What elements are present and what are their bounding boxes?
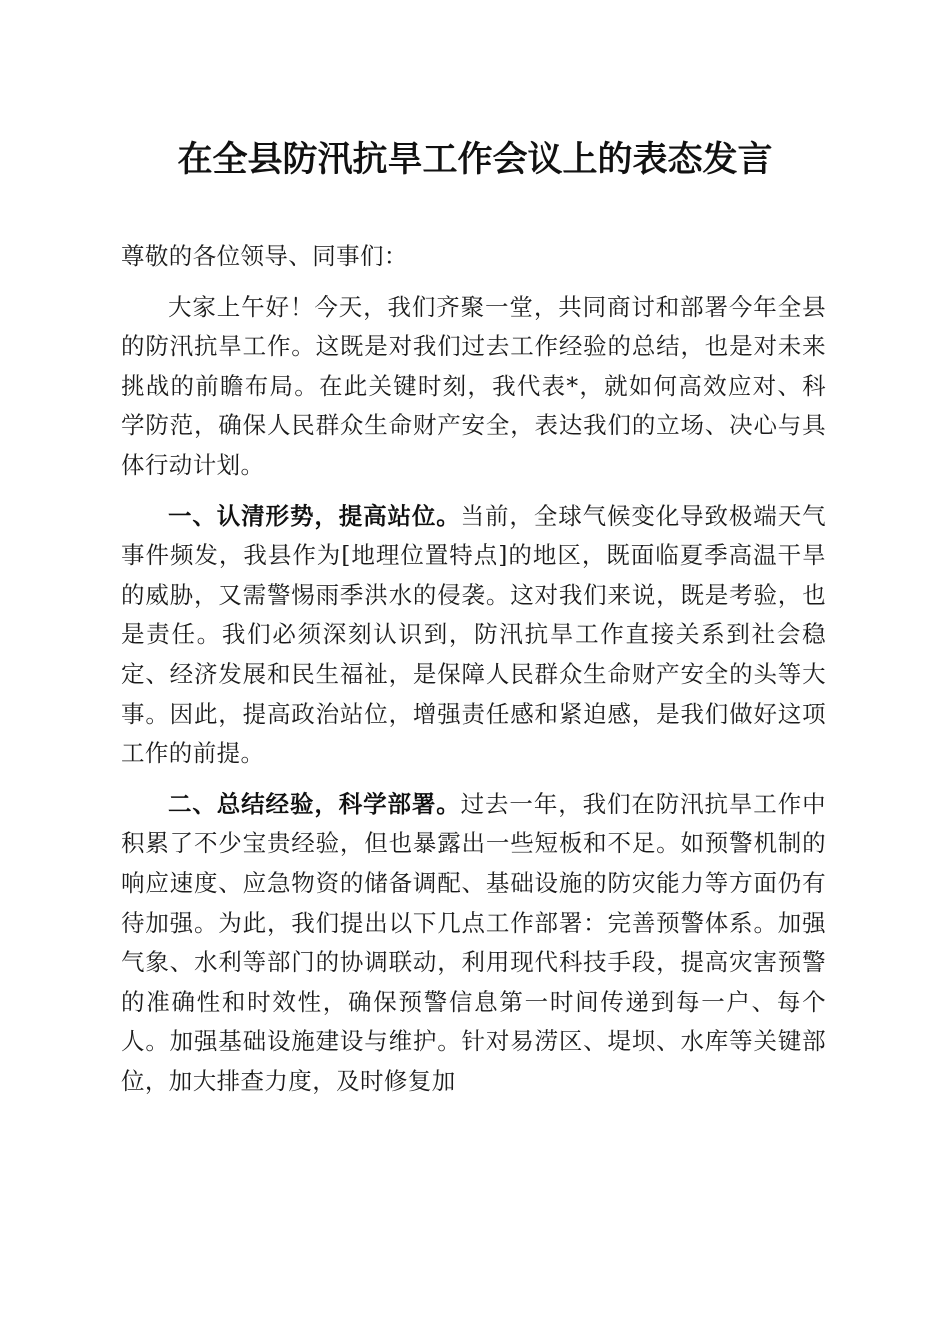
section-1-heading: 一、认清形势，提高站位。 xyxy=(168,501,461,530)
salutation: 尊敬的各位领导、同事们： xyxy=(121,242,408,270)
document-title: 在全县防汛抗旱工作会议上的表态发言 xyxy=(177,139,773,180)
section-1-text: 当前，全球气候变化导致极端天气事件频发，我县作为[地理位置特点]的地区，既面临夏季高温干旱的威胁，又需警惕雨季洪水的侵袭。这对我们来说，既是考验，也是责任。我们必须深刻认识到，防汛抗旱工作直接关系到社会稳定、经济发展和民生福祉，是保障人民群众生命财产安全的头等大事。因此，提高政治站位，增强责任感和紧迫感，是我们做好这项工作的前提。 xyxy=(121,501,826,768)
document-body xyxy=(121,237,826,1112)
intro-paragraph: 大家上午好！今天，我们齐聚一堂，共同商讨和部署今年全县的防汛抗旱工作。这既是对我们过去工作经验的总结，也是对未来挑战的前瞻布局。在此关键时刻，我代表*，就如何高效应对、科学防范，确保人民群众生命财产安全，表达我们的立场、决心与具体行动计划。 xyxy=(121,292,826,479)
section-2-heading: 二、总结经验，科学部署。 xyxy=(168,789,461,818)
section-2-paragraph xyxy=(121,785,826,1102)
section-2-text: 过去一年，我们在防汛抗旱工作中积累了不少宝贵经验，但也暴露出一些短板和不足。如预警机制的响应速度、应急物资的储备调配、基础设施的防灾能力等方面仍有待加强。为此，我们提出以下几点工作部署：完善预警体系。加强气象、水利等部门的协调联动，利用现代科技手段，提高灾害预警的准确性和时效性，确保预警信息第一时间传递到每一户、每个人。加强基础设施建设与维护。针对易涝区、堤坝、水库等关键部位，加大排查力度，及时修复加 xyxy=(121,789,826,1095)
section-1-paragraph xyxy=(121,497,826,774)
